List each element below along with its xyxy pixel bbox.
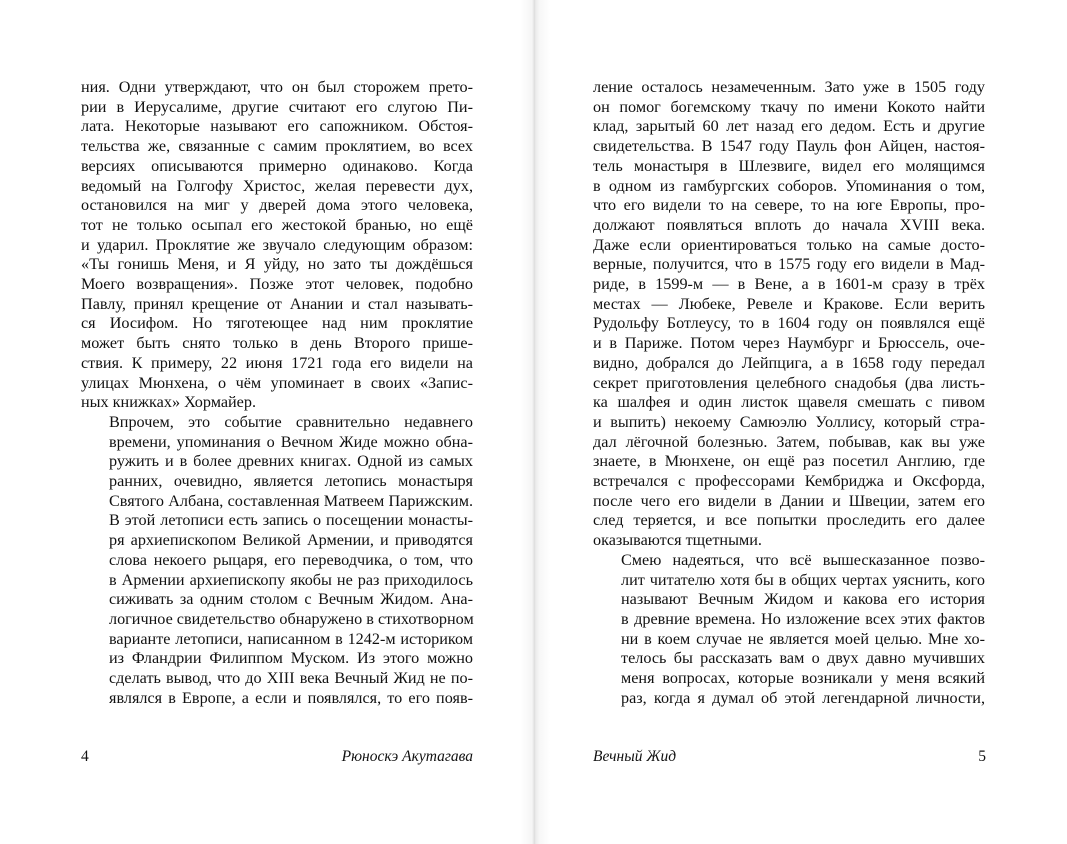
text-line: ных книжках» Хормайер. [81,393,257,412]
text-line: секрет приготовления целебного снадобья (два листь- [593,373,985,392]
text-line: лата. Некоторые называют его сапожником. Обстоя- [81,117,473,136]
text-line: меня вопросах, которые возникали у меня всякий [621,669,985,688]
text-line: Павлу, принял крещение от Анании и стал называть- [81,294,473,313]
text-line: и ударил. Проклятие же звучало следующим образом: [81,235,473,254]
text-line: версиях описываются примерно одинаково. Когда [81,156,473,175]
text-line: улицах Мюнхена, о чём упоминает в своих «Запис- [81,373,473,392]
text-line: Впрочем, это событие сравнительно недавнего [109,412,473,431]
text-line: ся Иосифом. Но тяготеющее над ним проклятие [81,314,473,333]
text-line: встречался с профессорами Кембриджа и Оксфорда, [593,472,985,491]
text-line: клад, зарытый 60 лет назад его дедом. Есть и другие [593,117,985,136]
text-line: он помог богемскому ткачу по имени Кокото найти [593,97,985,116]
text-line: ведомый на Голгофу Христос, желая перевести дух, [81,176,473,195]
text-line: Даже если ориентироваться только на самые досто- [593,235,985,254]
text-line: должают появляться вплоть до начала XVIII века. [593,215,985,234]
text-line: сиживать за одним столом с Вечным Жидом. Ана- [109,590,473,609]
left-paragraph [81,413,473,709]
text-line: телось бы рассказать вам о двух давно мучивших [621,649,985,668]
right-page [533,0,1067,844]
text-line: верные, получится, что в 1575 году его видели в Мад- [593,255,985,274]
text-line: из Фландрии Филиппом Муском. Из этого можно [109,649,473,668]
text-line: дал лёгочной болезнью. Затем, побывав, как вы уже [593,432,985,451]
text-line: и в Париже. Потом через Наумбург и Брюссель, оче- [593,334,985,353]
text-line: раз, когда я думал об этой легендарной личности, [621,688,985,707]
page-number-left: 4 [81,748,89,765]
text-line: тот не только осыпал его жестокой бранью, но ещё [81,215,473,234]
text-line: ранних, очевидно, является летопись монастыря [109,472,473,491]
text-line: являлся в Европе, а если и появлялся, то его появ- [109,688,473,707]
text-line: тель монастыря в Шлезвиге, видел его молящимся [593,156,985,175]
text-line: местах — Любеке, Ревеле и Кракове. Если верить [593,294,985,313]
text-line: след теряется, и все попытки проследить его далее [593,511,985,530]
text-line: ря архиепископом Великой Армении, и приводятся [109,531,473,550]
right-paragraph [593,551,985,709]
page-number-right: 5 [978,748,986,765]
text-line: знаете, в Мюнхене, он ещё раз посетил Англию, где [593,452,985,471]
text-line: «Ты гонишь Меня, и Я уйду, но зато ты дождёшься [81,255,473,274]
text-line: ружить и в более древних книгах. Одной из самых [109,452,473,471]
right-paragraph [593,78,985,551]
left-page-text [81,78,473,709]
text-line: времени, упоминания о Вечном Жиде можно обна- [109,432,473,451]
right-page-text [593,78,985,709]
text-line: в одном из гамбургских соборов. Упоминания о том, [593,176,985,195]
left-paragraph [81,78,473,413]
text-line: лит читателю хотя бы в общих чертах уяснить, кого [621,570,985,589]
text-line: варианте летописи, написанном в 1242-м историком [109,629,473,648]
running-head-author: Рюноскэ Акутагава [341,748,473,765]
text-line: рии в Иерусалиме, другие считают его слугою Пи- [81,97,473,116]
text-line: ни в коем случае не является моей целью. Мне хо- [621,629,985,648]
text-line: и выпить) некоему Самюэлю Уоллису, который стра- [593,412,985,431]
left-page [0,0,533,844]
text-line: ствия. К примеру, 22 июня 1721 года его видели на [81,353,473,372]
text-line: логичное свидетельство обнаружено в стихотворном [109,609,474,628]
text-line: что его видели то на севере, то на юге Европы, про- [593,196,985,215]
text-line: после чего его видели в Дании и Швеции, затем его [593,491,985,510]
running-head-title: Вечный Жид [593,748,677,765]
text-line: риде, в 1599-м — в Вене, а в 1601-м сразу в трёх [593,275,985,294]
text-line: Смею надеяться, что всё вышесказанное позво- [621,550,985,569]
text-line: ния. Одни утверждают, что он был сторожем прето- [81,78,473,96]
text-line: В этой летописи есть запись о посещении монасты- [109,511,473,530]
text-line: видно, добрался до Лейпцига, а в 1658 году передал [593,353,985,372]
text-line: ка шалфея и один листок щавеля смешать с пивом [593,393,985,412]
text-line: оказываются тщетными. [593,531,762,550]
text-line: Святого Албана, составленная Матвеем Парижским. [109,491,473,510]
text-line: Моего возвращения». Позже этот человек, подобно [81,275,473,294]
text-line: ление осталось незамеченным. Зато уже в 1505 году [593,78,985,96]
text-line: в Армении архиепископу якобы не раз приходилось [109,570,473,589]
text-line: слова некоего рыцаря, его переводчика, о том, что [109,550,473,569]
text-line: может быть снято только в день Второго прише- [81,334,473,353]
text-line: Рудольфу Ботлеусу, то в 1604 году он появлялся ещё [593,314,985,333]
text-line: сделать вывод, что до XIII века Вечный Жид не по- [109,669,473,688]
text-line: остановился на миг у дверей дома этого человека, [81,196,473,215]
text-line: называют Вечным Жидом и какова его история [621,590,985,609]
text-line: тельства же, связанные с самим проклятием, во всех [81,137,473,156]
text-line: в древние времена. Но изложение всех этих фактов [621,609,985,628]
text-line: свидетельства. В 1547 году Пауль фон Айцен, настоя- [593,137,985,156]
